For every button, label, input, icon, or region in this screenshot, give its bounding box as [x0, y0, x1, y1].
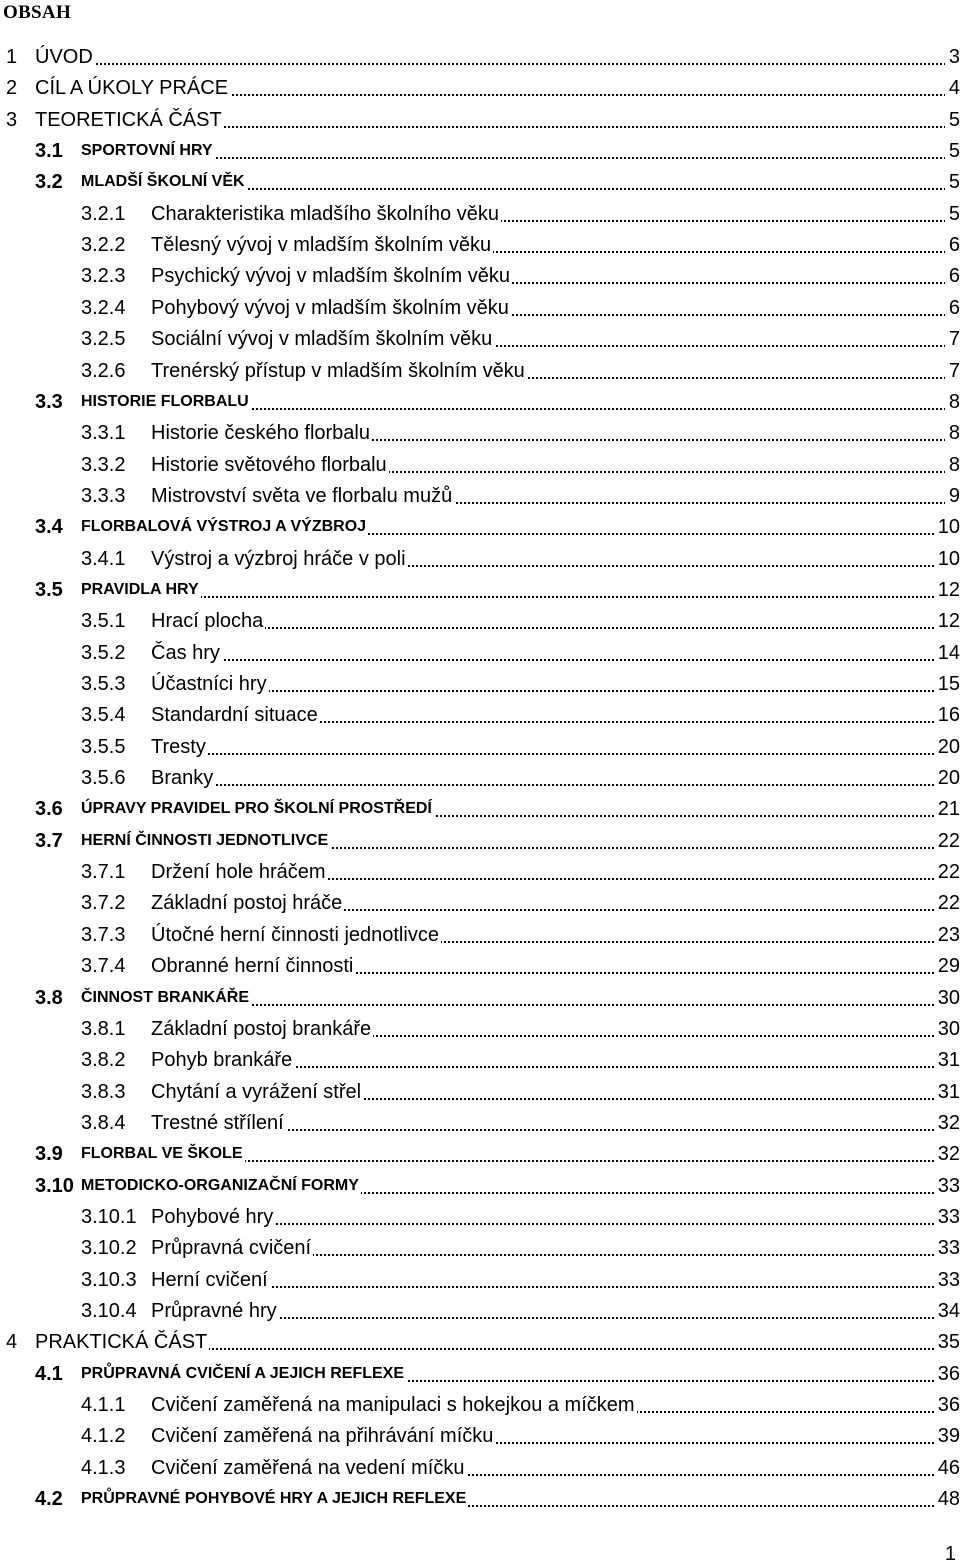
toc-entry-title[interactable]: Základní postoj hráče — [151, 892, 343, 915]
toc-entry-number: 3.7.2 — [81, 892, 126, 915]
toc-entry-number: 4.1.2 — [81, 1425, 126, 1448]
toc-entry[interactable] — [0, 512, 960, 543]
toc-entry[interactable] — [0, 1014, 960, 1045]
toc-entry[interactable] — [0, 167, 960, 198]
toc-entry-title[interactable]: Cvičení zaměřená na manipulaci s hokejkou a míčkem — [151, 1394, 635, 1417]
toc-entry-number: 3.5.6 — [81, 767, 126, 790]
toc-entry-title[interactable]: PRAVIDLA HRY — [81, 578, 201, 602]
toc-entry[interactable] — [0, 73, 960, 104]
toc-entry-page: 5 — [945, 170, 960, 194]
toc-entry-title[interactable]: MLADŠÍ ŠKOLNÍ VĚK — [81, 170, 247, 194]
toc-entry-page: 12 — [934, 609, 960, 633]
toc-entry[interactable] — [0, 857, 960, 888]
toc-entry[interactable] — [0, 1296, 960, 1327]
toc-entry-title[interactable]: Herní cvičení — [151, 1268, 268, 1291]
toc-entry[interactable] — [0, 199, 960, 230]
toc-entry-page: 3 — [945, 45, 960, 69]
toc-entry-page: 46 — [934, 1456, 960, 1480]
toc-entry-page: 33 — [934, 1174, 960, 1198]
toc-entry-title[interactable]: PRŮPRAVNÁ CVIČENÍ A JEJICH REFLEXE — [81, 1362, 406, 1386]
toc-entry-page: 36 — [934, 1393, 960, 1417]
toc-entry[interactable] — [0, 324, 960, 355]
toc-entry-number: 3.2.2 — [81, 234, 126, 257]
toc-entry-title[interactable]: Tresty — [151, 735, 206, 758]
toc-entry-title[interactable]: TEORETICKÁ ČÁST — [35, 108, 222, 131]
toc-entry[interactable] — [0, 763, 960, 794]
toc-entry-page: 8 — [945, 390, 960, 414]
toc-entry[interactable] — [0, 261, 960, 292]
toc-entry[interactable] — [0, 105, 960, 136]
toc-entry-page: 31 — [934, 1048, 960, 1072]
toc-entry-page: 35 — [934, 1330, 960, 1354]
toc-entry-number: 3.7.4 — [81, 955, 126, 978]
toc-entry-page: 5 — [945, 108, 960, 132]
toc-entry[interactable] — [0, 230, 960, 261]
toc-entry-number: 3.1 — [35, 140, 63, 163]
toc-entry[interactable] — [0, 387, 960, 418]
toc-entry-page: 33 — [934, 1268, 960, 1292]
toc-entry[interactable] — [0, 920, 960, 951]
toc-entry-title[interactable]: SPORTOVNÍ HRY — [81, 139, 215, 163]
toc-entry-page: 30 — [934, 986, 960, 1010]
toc-dot-leader — [151, 784, 946, 786]
toc-entry-page: 8 — [945, 421, 960, 445]
toc-entry-page: 8 — [945, 453, 960, 477]
toc-entry-page: 39 — [934, 1424, 960, 1448]
toc-entry-title[interactable]: Trestné střílení — [151, 1111, 284, 1134]
toc-entry-page: 14 — [934, 641, 960, 665]
toc-dot-leader — [151, 627, 946, 629]
toc-entry-title[interactable]: Tělesný vývoj v mladším školním věku — [151, 234, 492, 257]
toc-entry[interactable] — [0, 418, 960, 449]
toc-entry-number: 3.3.3 — [81, 484, 126, 507]
toc-entry-number: 3.10.1 — [81, 1205, 137, 1228]
toc-entry[interactable] — [0, 1421, 960, 1452]
toc-entry-number: 3.3.1 — [81, 422, 126, 445]
toc-heading: OBSAH — [3, 2, 72, 23]
toc-entry-page: 30 — [934, 1017, 960, 1041]
toc-entry-page: 32 — [934, 1111, 960, 1135]
toc-entry-page: 31 — [934, 1080, 960, 1104]
toc-entry-number: 3.4.1 — [81, 547, 126, 570]
toc-entry-title[interactable]: Čas hry — [151, 641, 220, 664]
toc-entry-page: 7 — [945, 359, 960, 383]
toc-entry[interactable] — [0, 983, 960, 1014]
toc-entry-title[interactable]: Psychický vývoj v mladším školním věku — [151, 265, 510, 288]
toc-entry-title[interactable]: Cvičení zaměřená na přihrávání míčku — [151, 1425, 494, 1448]
toc-entry-title[interactable]: ÚVOD — [35, 46, 93, 68]
toc-entry-title[interactable]: Základní postoj brankáře — [151, 1017, 372, 1040]
toc-entry-title[interactable]: Hrací plocha — [151, 610, 264, 633]
toc-entry[interactable] — [0, 951, 960, 982]
toc-entry-title[interactable]: Účastníci hry — [151, 673, 267, 695]
toc-entry-page: 34 — [934, 1299, 960, 1323]
toc-entry[interactable] — [0, 794, 960, 825]
toc-entry-page: 10 — [934, 547, 960, 571]
toc-entry-title[interactable]: Pohybový vývoj v mladším školním věku — [151, 296, 509, 319]
toc-entry[interactable] — [0, 1390, 960, 1421]
toc-entry[interactable] — [0, 888, 960, 919]
toc-entry[interactable] — [0, 1484, 960, 1515]
toc-entry-number: 3.6 — [35, 798, 63, 821]
toc-entry-page: 12 — [934, 578, 960, 602]
toc-entry-title[interactable]: HISTORIE FLORBALU — [81, 390, 251, 414]
toc-entry[interactable] — [0, 450, 960, 481]
toc-entry-number: 4.1 — [35, 1362, 63, 1385]
toc-entry-number: 3.8 — [35, 986, 63, 1009]
toc-entry-page: 16 — [934, 703, 960, 727]
toc-entry-title[interactable]: Mistrovství světa ve florbalu mužů — [151, 484, 453, 507]
toc-entry-number: 3.8.2 — [81, 1049, 126, 1072]
toc-entry-page: 6 — [945, 264, 960, 288]
toc-entry[interactable] — [0, 356, 960, 387]
toc-entry[interactable] — [0, 1327, 960, 1358]
toc-entry-page: 20 — [934, 766, 960, 790]
toc-entry-number: 3.2.4 — [81, 296, 126, 319]
toc-entry-number: 3.4 — [35, 516, 63, 539]
toc-entry-page: 22 — [934, 829, 960, 853]
toc-dot-leader — [151, 1286, 946, 1288]
toc-entry-page: 33 — [934, 1236, 960, 1260]
toc-entry-number: 3.7.1 — [81, 861, 126, 884]
toc-entry[interactable] — [0, 669, 960, 700]
toc-entry-page: 21 — [934, 797, 960, 821]
toc-entry-title[interactable]: Pohyb brankáře — [151, 1049, 293, 1072]
toc-entry-page: 22 — [934, 891, 960, 915]
toc-entry-page: 23 — [934, 923, 960, 947]
toc-entry[interactable] — [0, 1108, 960, 1139]
toc-entry-number: 1 — [6, 46, 18, 68]
toc-entry-title[interactable]: ÚPRAVY PRAVIDEL PRO ŠKOLNÍ PROSTŘEDÍ — [81, 797, 434, 821]
toc-entry-number: 3.2.3 — [81, 265, 126, 288]
toc-entry-page: 4 — [945, 76, 960, 100]
toc-entry-number: 3.5 — [35, 578, 63, 601]
toc-entry-page: 22 — [934, 860, 960, 884]
toc-entry-number: 3.5.3 — [81, 673, 126, 695]
toc-entry-number: 3.10 — [35, 1174, 74, 1197]
toc-entry-number: 3.5.4 — [81, 704, 126, 727]
toc-entry-title[interactable]: Charakteristika mladšího školního věku — [151, 202, 499, 225]
toc-entry-title[interactable]: Výstroj a výzbroj hráče v poli — [151, 547, 406, 570]
toc-entry-page: 20 — [934, 735, 960, 759]
toc-entry-title[interactable]: ČINNOST BRANKÁŘE — [81, 986, 251, 1010]
toc-entry[interactable] — [0, 638, 960, 669]
toc-entry-title[interactable]: CÍL A ÚKOLY PRÁCE — [35, 77, 229, 100]
toc-entry-number: 3.2 — [35, 171, 63, 194]
toc-entry-page: 33 — [934, 1205, 960, 1229]
toc-entry[interactable] — [0, 1139, 960, 1170]
toc-entry-title[interactable]: Průpravná cvičení — [151, 1237, 312, 1260]
page-number: 1 — [944, 1543, 956, 1565]
toc-entry-page: 5 — [945, 202, 960, 226]
toc-entry-number: 3.10.3 — [81, 1268, 137, 1291]
toc-entry[interactable] — [0, 1202, 960, 1233]
toc-entry-number: 3.2.6 — [81, 359, 126, 382]
toc-entry-title[interactable]: Útočné herní činnosti jednotlivce — [151, 923, 439, 946]
toc-entry-number: 3.8.4 — [81, 1111, 126, 1134]
toc-entry-title[interactable]: Historie světového florbalu — [151, 453, 387, 476]
toc-entry-title[interactable]: Obranné herní činnosti — [151, 955, 354, 978]
toc-entry-number: 3.9 — [35, 1143, 63, 1166]
toc-entry-number: 3.3.2 — [81, 453, 126, 476]
toc-entry[interactable] — [0, 481, 960, 512]
toc-entry[interactable] — [0, 136, 960, 167]
toc-entry-title[interactable]: Držení hole hráčem — [151, 861, 326, 884]
toc-entry-number: 3.2.1 — [81, 202, 126, 225]
toc-dot-leader — [81, 596, 946, 598]
toc-entry[interactable] — [0, 1359, 960, 1390]
toc-entry-page: 29 — [934, 954, 960, 978]
toc-entry-number: 2 — [6, 77, 18, 100]
toc-entry-title[interactable]: Sociální vývoj v mladším školním věku — [151, 328, 493, 351]
toc-entry[interactable] — [0, 544, 960, 575]
toc-entry-title[interactable]: HERNÍ ČINNOSTI JEDNOTLIVCE — [81, 829, 330, 853]
toc-entry-number: 4.1.3 — [81, 1456, 126, 1479]
toc-entry[interactable] — [0, 42, 960, 73]
toc-entry-title[interactable]: Cvičení zaměřená na vedení míčku — [151, 1456, 465, 1479]
toc-dot-leader — [151, 753, 946, 755]
toc-entry-page: 10 — [934, 515, 960, 539]
toc-entry-number: 3.2.5 — [81, 328, 126, 351]
toc-entry[interactable] — [0, 732, 960, 763]
toc-entry-number: 4.1.1 — [81, 1394, 126, 1417]
toc-entry-title[interactable]: Branky — [151, 767, 214, 790]
toc-entry-title[interactable]: FLORBAL VE ŠKOLE — [81, 1142, 245, 1166]
toc-entry-number: 3.3 — [35, 390, 63, 413]
toc-entry-number: 3.10.4 — [81, 1300, 137, 1322]
toc-entry-page: 6 — [945, 296, 960, 320]
toc-entry-page: 15 — [934, 672, 960, 696]
toc-entry[interactable] — [0, 1077, 960, 1108]
toc-entry-page: 9 — [945, 484, 960, 508]
toc-entry-number: 3.7.3 — [81, 923, 126, 946]
toc-entry-number: 3.8.3 — [81, 1080, 126, 1103]
toc-entry-number: 4.2 — [35, 1488, 63, 1511]
toc-entry-page: 36 — [934, 1362, 960, 1386]
toc-entry-page: 7 — [945, 327, 960, 351]
toc-entry-number: 3.5.5 — [81, 735, 126, 758]
toc-entry-title[interactable]: PRAKTICKÁ ČÁST — [35, 1331, 208, 1354]
toc-entry[interactable] — [0, 1171, 960, 1202]
toc-entry-title[interactable]: Historie českého florbalu — [151, 422, 370, 445]
toc-entry-title[interactable]: Chytání a vyrážení střel — [151, 1080, 362, 1103]
toc-entry-number: 3.5.2 — [81, 641, 126, 664]
toc-entry-title[interactable]: Průpravné hry — [151, 1300, 277, 1322]
toc-entry-title[interactable]: Standardní situace — [151, 704, 318, 727]
toc-entry-number: 3.10.2 — [81, 1237, 137, 1260]
toc-entry[interactable] — [0, 700, 960, 731]
toc-entry-title[interactable]: Pohybové hry — [151, 1205, 274, 1228]
toc-entry[interactable] — [0, 575, 960, 606]
toc-dot-leader — [151, 659, 946, 661]
toc-entry-title[interactable]: Trenérský přístup v mladším školním věku — [151, 359, 525, 382]
toc-entry-title[interactable]: FLORBALOVÁ VÝSTROJ A VÝZBROJ — [81, 515, 368, 539]
toc-entry[interactable] — [0, 1045, 960, 1076]
toc-dot-leader — [35, 63, 946, 65]
toc-entry-number: 3.7 — [35, 829, 63, 852]
toc-dot-leader — [151, 690, 946, 692]
toc-entry-number: 4 — [6, 1331, 18, 1354]
toc-entry-page: 32 — [934, 1142, 960, 1166]
toc-entry[interactable] — [0, 826, 960, 857]
toc-entry[interactable] — [0, 1453, 960, 1484]
toc-entry-number: 3.5.1 — [81, 610, 126, 633]
toc-entry-page: 6 — [945, 233, 960, 257]
toc-entry[interactable] — [0, 606, 960, 637]
toc-entry[interactable] — [0, 1233, 960, 1264]
toc-entry[interactable] — [0, 1265, 960, 1296]
toc-entry-page: 5 — [945, 139, 960, 163]
toc-entry-title[interactable]: METODICKO-ORGANIZAČNÍ FORMY — [81, 1174, 361, 1198]
toc-entry-title[interactable]: PRŮPRAVNÉ POHYBOVÉ HRY A JEJICH REFLEXE — [81, 1487, 468, 1511]
toc-entry-number: 3 — [6, 108, 18, 131]
toc-entry-page: 48 — [934, 1487, 960, 1511]
toc-entry[interactable] — [0, 293, 960, 324]
toc-entry-number: 3.8.1 — [81, 1017, 126, 1040]
